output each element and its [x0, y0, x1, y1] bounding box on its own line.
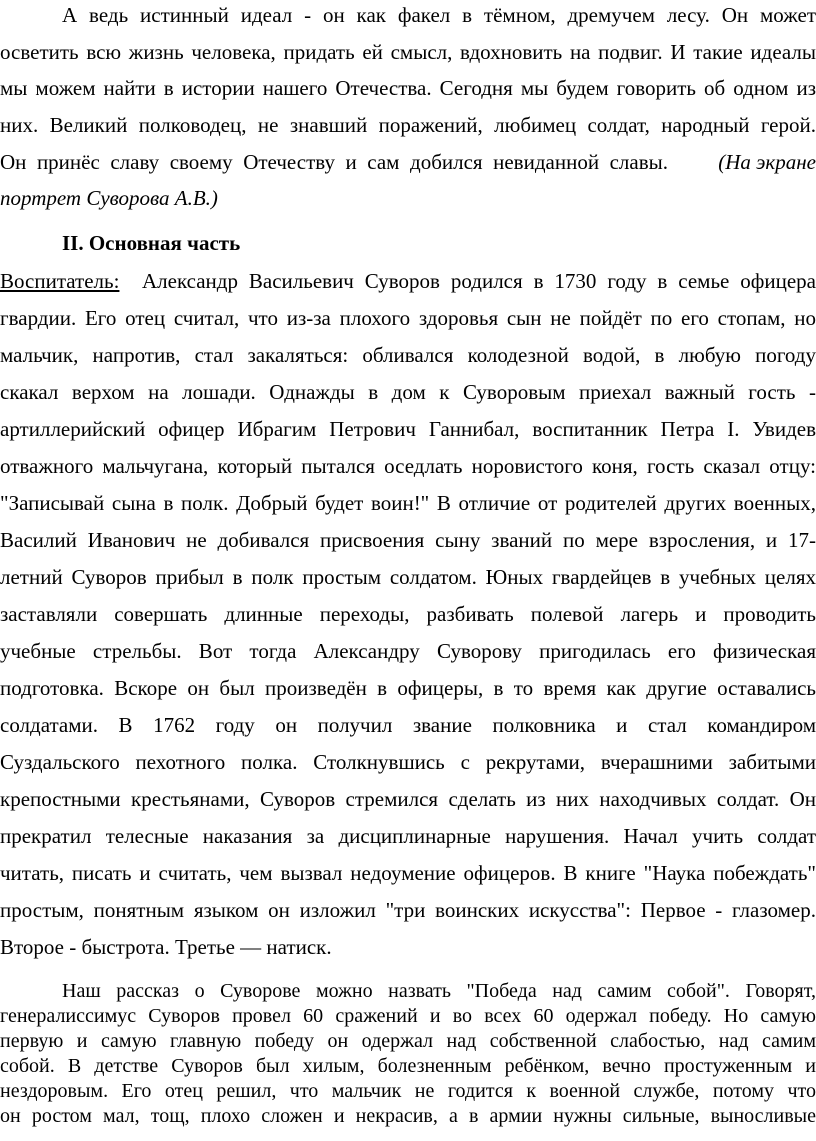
- main-line-5: артиллерийский офицер Ибрагим Петрович Ганнибал, воспитанник Петра I. Увидев: [0, 417, 816, 441]
- story-line-2: генералиссимус Суворов провел 60 сражений и во всех 60 одержал победу. Но самую: [0, 1005, 816, 1027]
- main-line-15: крепостными крестьянами, Суворов стремился сделать из них находчивых солдат. Он: [0, 787, 816, 811]
- story-line-5: нездоровым. Его отец решил, что мальчик не годится к военной службе, потому что: [0, 1080, 816, 1102]
- main-line-9: летний Суворов прибыл в полк простым солдатом. Юных гвардейцев в учебных целях: [0, 565, 816, 589]
- screen-note-start: (На экране: [718, 150, 816, 174]
- main-line-11: учебные стрельбы. Вот тогда Александру Суворову пригодилась его физическая: [0, 639, 816, 663]
- main-line-3: мальчик, напротив, стал закаляться: обливался колодезной водой, в любую погоду: [0, 343, 816, 367]
- main-line-4: скакал верхом на лошади. Однажды в дом к Суворовым приехал важный гость -: [0, 380, 816, 404]
- main-line-13: солдатами. В 1762 году он получил звание полковника и стал командиром: [0, 713, 816, 737]
- intro-line-1: А ведь истинный идеал - он как факел в тёмном, дремучем лесу. Он может: [62, 3, 816, 27]
- story-line-3: первую и самую главную победу он одержал над собственной слабостью, над самим: [0, 1030, 816, 1052]
- main-line-8: Василий Иванович не добивался присвоения сыну званий по мере взросления, и 17-: [0, 528, 816, 552]
- screen-note-end: портрет Суворова А.В.): [0, 186, 218, 210]
- section-heading: II. Основная часть: [62, 231, 241, 255]
- story-line-1: Наш рассказ о Суворове можно назвать "Победа над самим собой". Говорят,: [62, 980, 816, 1002]
- story-line-4: собой. В детстве Суворов был хилым, болезненным ребёнком, вечно простуженным и: [0, 1055, 816, 1077]
- main-line-18: простым, понятным языком он изложил "три воинских искусства": Первое - глазомер.: [0, 898, 816, 922]
- main-line-16: прекратил телесные наказания за дисциплинарные нарушения. Начал учить солдат: [0, 824, 816, 848]
- story-line-6: он ростом мал, тощ, плохо сложен и некрасив, а в армии нужны сильные, выносливые: [0, 1105, 816, 1127]
- intro-line-4: них. Великий полководец, не знавший поражений, любимец солдат, народный герой.: [0, 113, 816, 137]
- main-line-12: подготовка. Вскоре он был произведён в офицеры, в то время как другие оставались: [0, 676, 816, 700]
- main-line-1: [0, 269, 816, 293]
- speaker-label: Воспитатель:: [0, 269, 120, 293]
- main-line-10: заставляли совершать длинные переходы, разбивать полевой лагерь и проводить: [0, 602, 816, 626]
- intro-line-5-text: Он принёс славу своему Отечеству и сам добился невиданной славы.: [0, 150, 668, 174]
- intro-line-3: мы можем найти в истории нашего Отечества. Сегодня мы будем говорить об одном из: [0, 76, 816, 100]
- main-line-14: Суздальского пехотного полка. Столкнувшись с рекрутами, вчерашними забитыми: [0, 750, 816, 774]
- main-line-7: "Записывай сына в полк. Добрый будет воин!" В отличие от родителей других военных,: [0, 491, 816, 515]
- main-line-1-text: Александр Васильевич Суворов родился в 1730 году в семье офицера: [142, 269, 816, 293]
- main-line-17: читать, писать и считать, чем вызвал недоумение офицеров. В книге "Наука побеждать": [0, 861, 816, 885]
- main-line-2: гвардии. Его отец считал, что из-за плохого здоровья сын не пойдёт по его стопам, но: [0, 306, 816, 330]
- intro-line-2: осветить всю жизнь человека, придать ей смысл, вдохновить на подвиг. И такие идеалы: [0, 40, 816, 64]
- intro-line-5: [0, 150, 816, 174]
- main-line-19: Второе - быстрота. Третье — натиск.: [0, 935, 332, 959]
- main-line-6: отважного мальчугана, который пытался оседлать норовистого коня, гость сказал отцу:: [0, 454, 816, 478]
